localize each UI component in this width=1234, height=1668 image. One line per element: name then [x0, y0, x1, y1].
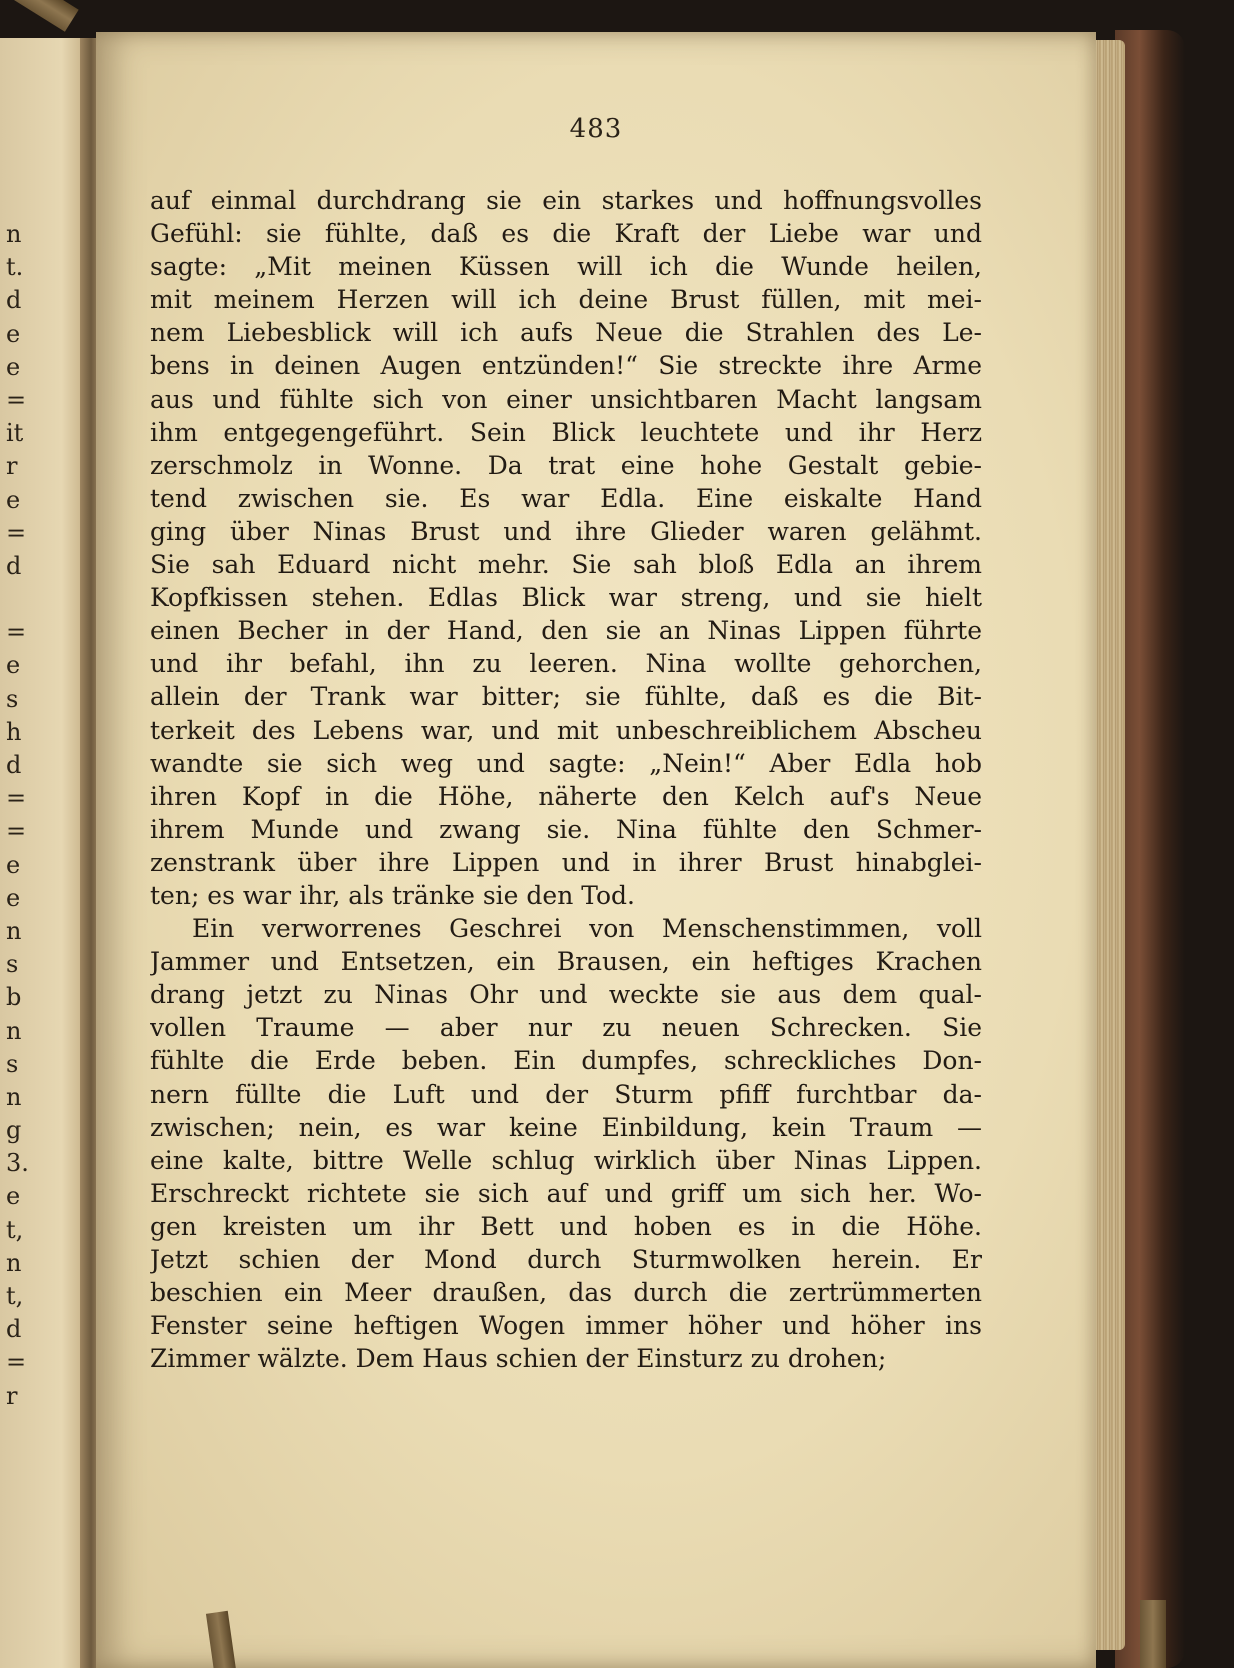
- previous-page-fragment: =: [6, 618, 27, 647]
- text-line: auf einmal durchdrang sie ein starkes und hoffnungsvolles: [150, 186, 982, 215]
- previous-page-fragment: =: [6, 817, 27, 846]
- bookmark-ribbon: [14, 0, 79, 32]
- previous-page-fragment: n: [6, 1248, 22, 1277]
- text-line: gen kreisten um ihr Bett und hoben es in die Höhe.: [150, 1211, 982, 1241]
- previous-page-fragment: e: [6, 352, 21, 381]
- text-line: allein der Trank war bitter; sie fühlte, daß es die Bit-: [150, 682, 982, 712]
- previous-page-fragment: b: [6, 983, 22, 1012]
- text-line: vollen Traume — aber nur zu neuen Schrecken. Sie: [150, 1013, 982, 1043]
- text-line: Jammer und Entsetzen, ein Brausen, ein heftiges Krachen: [150, 947, 982, 977]
- text-line: Kopfkissen stehen. Edlas Blick war streng, und sie hielt: [150, 583, 982, 613]
- previous-page-fragment: r: [6, 452, 18, 481]
- previous-page-fragment: e: [6, 883, 21, 912]
- text-line: Zimmer wälzte. Dem Haus schien der Einsturz zu drohen;: [150, 1344, 887, 1374]
- text-line: eine kalte, bittre Welle schlug wirklich über Ninas Lippen.: [150, 1145, 982, 1175]
- page-number: 483: [569, 114, 623, 144]
- text-line: tend zwischen sie. Es war Edla. Eine eiskalte Hand: [150, 483, 982, 513]
- previous-page-fragment: t,: [6, 1282, 24, 1310]
- text-line: beschien ein Meer draußen, das durch die zertrümmerten: [150, 1278, 982, 1308]
- text-line: ihm entgegengeführt. Sein Blick leuchtete und ihr Herz: [150, 417, 982, 447]
- text-line: sagte: „Mit meinen Küssen will ich die Wunde heilen,: [150, 252, 982, 282]
- text-line: fühlte die Erde beben. Ein dumpfes, schreckliches Don-: [150, 1046, 982, 1076]
- previous-page-fragment: n: [6, 220, 22, 248]
- text-line: drang jetzt zu Ninas Ohr und weckte sie aus dem qual-: [150, 980, 982, 1010]
- text-line: Gefühl: sie fühlte, daß es die Kraft der Liebe war und: [150, 219, 982, 249]
- previous-page-line-endings: [6, 218, 66, 1413]
- text-line: terkeit des Lebens war, und mit unbeschreiblichem Abscheu: [150, 715, 982, 745]
- text-line: ten; es war ihr, als tränke sie den Tod.: [150, 880, 635, 910]
- page-body-text: [150, 184, 982, 1375]
- previous-page-fragment: =: [6, 518, 27, 547]
- previous-page-fragment: s: [6, 684, 19, 713]
- previous-page: [0, 38, 88, 1668]
- previous-page-fragment: g: [6, 1116, 22, 1145]
- previous-page-fragment: e: [6, 850, 21, 879]
- previous-page-fragment: d: [6, 286, 22, 315]
- previous-page-fragment: t,: [6, 1215, 24, 1244]
- text-line: bens in deinen Augen entzünden!“ Sie streckte ihre Arme: [150, 351, 982, 381]
- text-line: wandte sie sich weg und sagte: „Nein!“ Aber Edla hob: [150, 748, 982, 778]
- text-line: zenstrank über ihre Lippen und in ihrer Brust hinabglei-: [150, 847, 982, 877]
- previous-page-fragment: e: [6, 485, 21, 514]
- text-line: Ein verworrenes Geschrei von Menschenstimmen, voll: [192, 914, 982, 944]
- text-line: Jetzt schien der Mond durch Sturmwolken herein. Er: [150, 1245, 982, 1274]
- text-line: Fenster seine heftigen Wogen immer höher und höher ins: [150, 1311, 982, 1341]
- previous-page-fragment: t.: [6, 253, 24, 282]
- text-line: zwischen; nein, es war keine Einbildung, kein Traum —: [150, 1112, 982, 1142]
- text-line: aus und fühlte sich von einer unsichtbaren Macht langsam: [150, 384, 982, 414]
- previous-page-fragment: s: [6, 950, 19, 979]
- text-line: mit meinem Herzen will ich deine Brust füllen, mit mei-: [150, 285, 982, 315]
- previous-page-fragment: d: [6, 551, 22, 580]
- book-cover-edge: [1115, 30, 1185, 1668]
- book-page: [96, 32, 1096, 1668]
- previous-page-fragment: r: [6, 1381, 18, 1410]
- previous-page-fragment: e: [6, 651, 21, 680]
- previous-page-fragment: d: [6, 751, 22, 779]
- previous-page-fragment: h: [6, 717, 22, 746]
- text-line: ihrem Munde und zwang sie. Nina fühlte den Schmer-: [150, 814, 982, 844]
- previous-page-fragment: =: [6, 784, 27, 813]
- text-line: und ihr befahl, ihn zu leeren. Nina wollte gehorchen,: [150, 649, 982, 679]
- previous-page-fragment: [6, 583, 66, 616]
- text-line: ging über Ninas Brust und ihre Glieder waren gelähmt.: [150, 516, 982, 546]
- text-line: Erschreckt richtete sie sich auf und griff um sich her. Wo-: [150, 1178, 982, 1208]
- previous-page-fragment: e: [6, 1182, 21, 1211]
- text-line: zerschmolz in Wonne. Da trat eine hohe Gestalt gebie-: [150, 450, 982, 480]
- previous-page-fragment: e: [6, 319, 21, 348]
- text-line: nern füllte die Luft und der Sturm pfiff furchtbar da-: [150, 1079, 982, 1109]
- previous-page-fragment: =: [6, 1348, 27, 1377]
- text-line: ihren Kopf in die Höhe, näherte den Kelch auf's Neue: [150, 781, 982, 811]
- text-line: nem Liebesblick will ich aufs Neue die Strahlen des Le-: [150, 318, 982, 348]
- bookmark-ribbon: [1140, 1600, 1166, 1668]
- previous-page-fragment: =: [6, 385, 27, 414]
- previous-page-fragment: s: [6, 1049, 19, 1078]
- previous-page-fragment: n: [6, 1016, 22, 1045]
- previous-page-fragment: it: [6, 419, 24, 448]
- previous-page-fragment: n: [6, 916, 22, 945]
- text-line: Sie sah Eduard nicht mehr. Sie sah bloß Edla an ihrem: [150, 550, 982, 580]
- previous-page-fragment: n: [6, 1082, 22, 1111]
- previous-page-fragment: d: [6, 1315, 22, 1344]
- text-line: einen Becher in der Hand, den sie an Ninas Lippen führte: [150, 616, 982, 646]
- previous-page-fragment: 3.: [6, 1149, 29, 1178]
